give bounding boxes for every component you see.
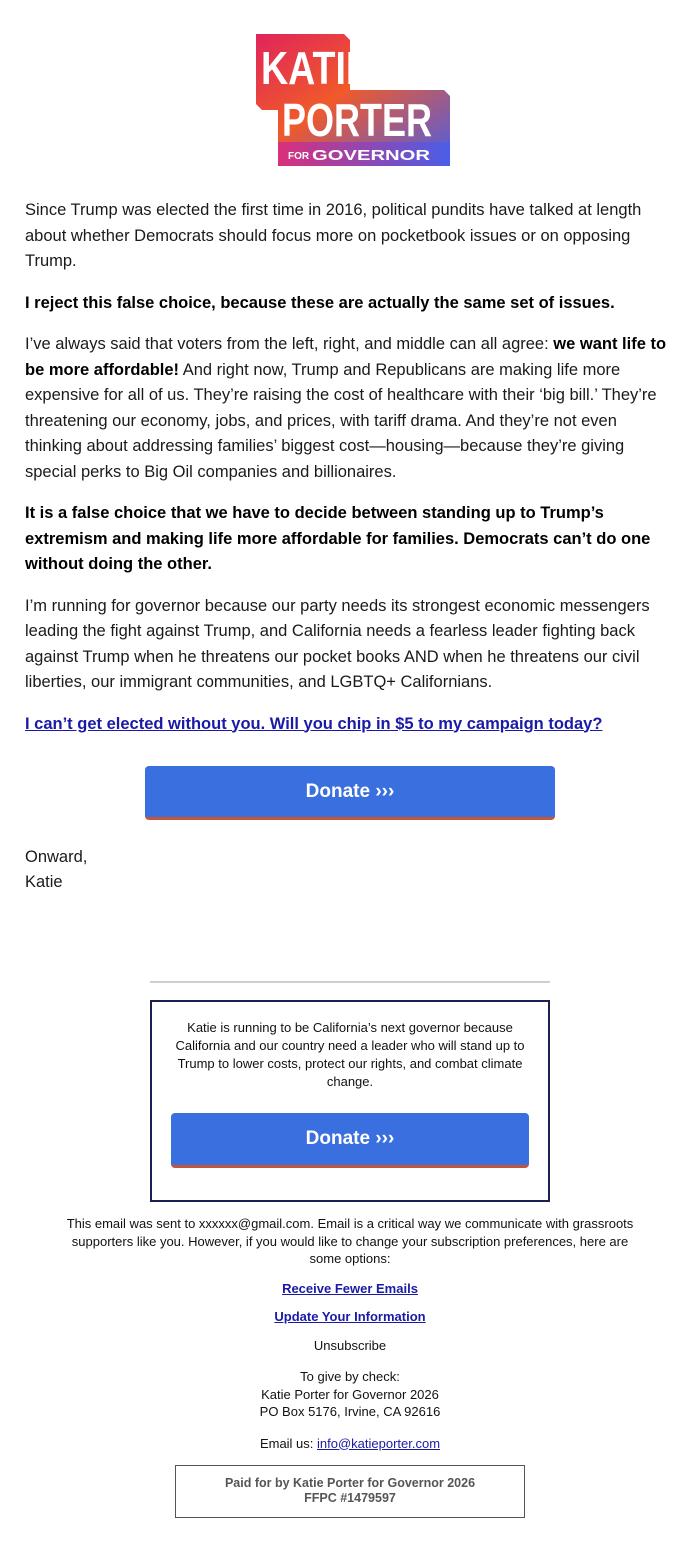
paragraph-affordability: [25, 332, 675, 485]
check-address: [60, 1368, 640, 1421]
campaign-logo: [248, 30, 452, 170]
check-po-box: PO Box 5176, Irvine, CA 92616: [259, 1404, 441, 1419]
ffpc-number: FFPC #1479597: [304, 1491, 396, 1505]
logo-katie-text: KATIE: [261, 42, 371, 94]
email-body: [25, 198, 675, 753]
signoff: [25, 845, 87, 895]
paragraph-affordability-start: I’ve always said that voters from the left, right, and middle can all agree:: [25, 335, 554, 353]
unsubscribe-link[interactable]: Unsubscribe: [313, 1337, 387, 1353]
logo-porter-text: PORTER: [282, 94, 432, 146]
donate-button[interactable]: Donate ›››: [145, 766, 555, 820]
check-heading: To give by check:: [300, 1369, 400, 1384]
footer-donate-button[interactable]: Donate ›››: [171, 1113, 529, 1168]
paragraph-false-choice: I reject this false choice, because these are actually the same set of issues.: [25, 293, 615, 312]
paid-for-text: Paid for by Katie Porter for Governor 2026: [224, 1476, 476, 1490]
footer-callout-box: [150, 1000, 550, 1202]
signoff-onward: Onward,: [25, 848, 88, 866]
email-footer: [60, 1215, 640, 1452]
check-payee: Katie Porter for Governor 2026: [261, 1386, 439, 1402]
paragraph-running: I’m running for governor because our party needs its strongest economic messengers leading the fight against Trump, and California needs a fearless leader fighting back against Trump when he threatens our pocket books AND when he threatens our civil liberties, our immigrant communities, and LGBTQ+ Californians.: [25, 596, 650, 691]
affordable-emphasis: we want life to be more affordable!: [25, 335, 667, 379]
footer-blurb: Katie is running to be California’s next governor because California and our country need a leader who will stand up to Trump to lower costs, protect our rights, and combat climate change.: [175, 1020, 525, 1089]
email-address-link[interactable]: info@katieporter.com: [317, 1435, 441, 1451]
logo-governor-text: GOVERNOR: [312, 147, 431, 164]
receive-fewer-emails-link[interactable]: Receive Fewer Emails: [282, 1280, 418, 1296]
chip-in-link[interactable]: I can’t get elected without you. Will you chip in $5 to my campaign today?: [25, 714, 603, 733]
paragraph-intro: Since Trump was elected the first time in 2016, political pundits have talked at length about whether Democrats should focus more on pocketbook issues or on opposing Trump.: [25, 201, 642, 270]
update-information-link[interactable]: Update Your Information: [274, 1309, 426, 1324]
footer-divider: [150, 981, 550, 983]
paid-for-disclaimer: [175, 1465, 525, 1518]
logo-for-text: FOR: [288, 151, 310, 162]
paragraph-affordability-end: And right now, Trump and Republicans are making life more expensive for all of us. They’re raising the cost of healthcare with their ‘big bill.’ They’re threatening our economy, jobs, and prices, with tariff drama. And they’re not even thinking about addressing families’ biggest cost—housing—because they’re giving special perks to Big Oil companies and billionaires.: [25, 360, 657, 481]
email-us-label: Email us:: [259, 1435, 318, 1451]
subscription-notice: This email was sent to xxxxxx@gmail.com. Email is a critical way we communicate with grassroots supporters like you. However, if you would like to change your subscription preferences, here are some options:: [66, 1216, 634, 1266]
email-us-line: [60, 1435, 640, 1453]
paragraph-extremism: It is a false choice that we have to decide between standing up to Trump’s extremism and making life more affordable for families. Democrats can’t do one without doing the other.: [25, 504, 651, 573]
signoff-name: Katie: [25, 873, 63, 891]
